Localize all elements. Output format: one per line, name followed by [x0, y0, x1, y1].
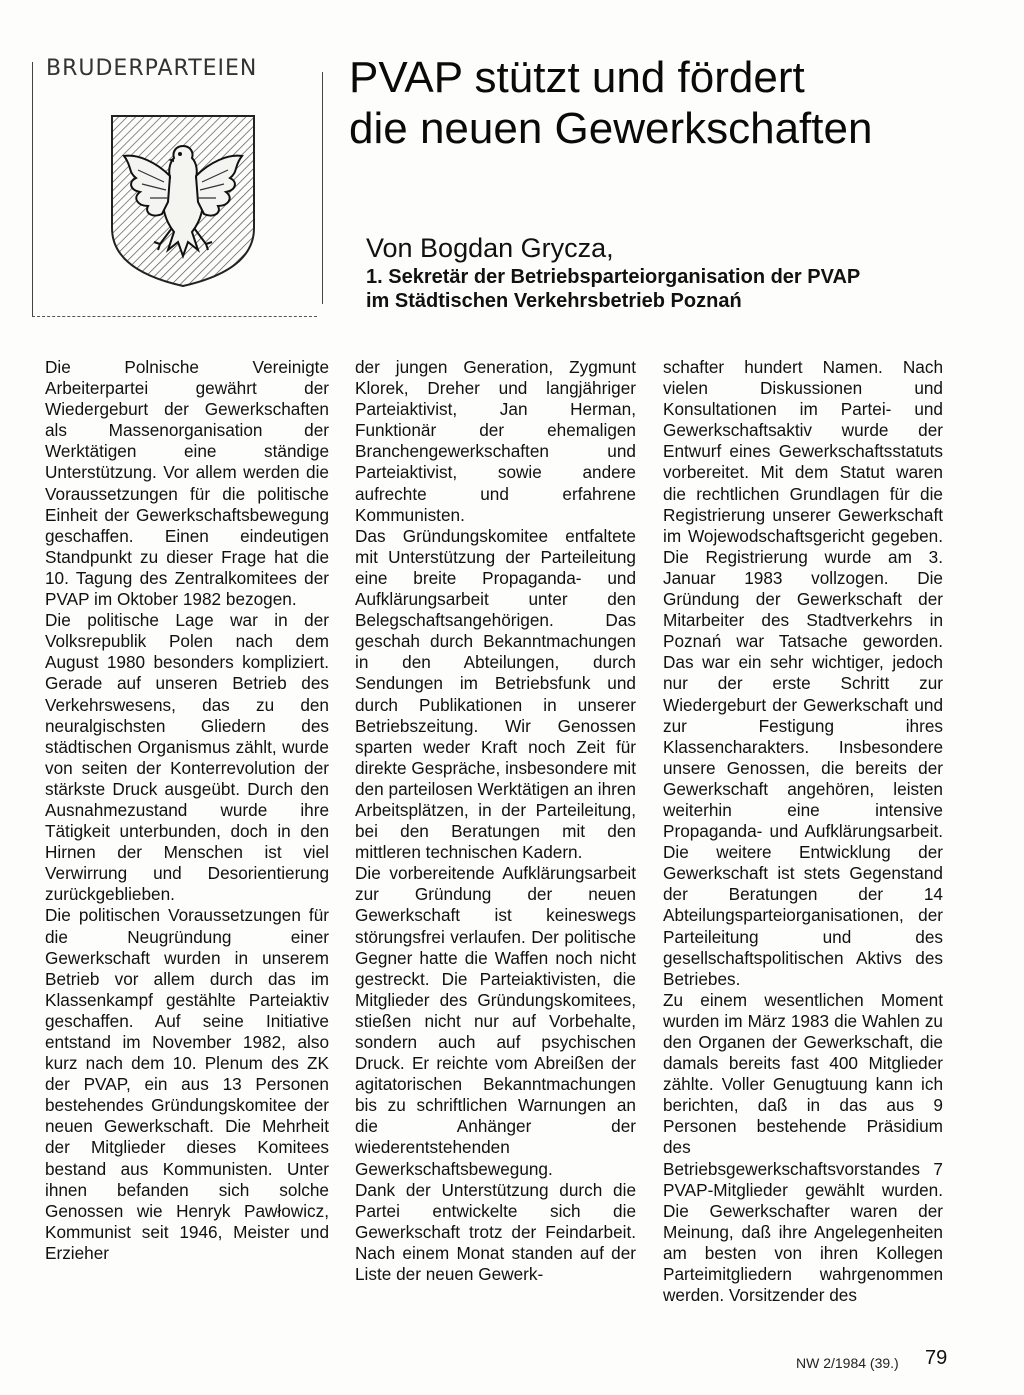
paragraph: Die vorbereitende Aufklärungsarbeit zur Gründung der neuen Gewerkschaft ist keineswegs störungsfrei verlaufen. Der politische Gegner hatte die Waffen noch nicht gestreckt. Die Parteiaktivisten, die Mitglieder des Gründungskomitees, stießen nicht nur auf Vorbehalte, sondern auch auf psychischen Druck. Er reichte vom Abreißen der agitatorischen Bekanntmachungen bis zu schriftlichen Warnungen an die Anhänger der wiederentstehenden Gewerkschaftsbewegung.	[355, 863, 636, 1179]
headline-line-2: die neuen Gewerkschaften	[349, 104, 873, 153]
article-column-1	[45, 357, 329, 1264]
paragraph: Die Polnische Vereinigte Arbeiterpartei gewährt der Wiedergeburt der Gewerkschaften als Massenorganisation der Werktätigen eine ständige Unterstützung. Vor allem werden die Voraussetzungen für die politische Einheit der Gewerkschaftsbewegung geschaffen. Einen eindeutigen Standpunkt zu dieser Frage hat die 10. Tagung des Zentralkomitees der PVAP im Oktober 1982 bezogen.	[45, 357, 329, 610]
paragraph: Zu einem wesentlichen Moment wurden im März 1983 die Wahlen zu den Organen der Gewerkschaft, die damals bereits fast 400 Mitglieder zählte. Voller Genugtuung kann ich berichten, daß in das aus 9 Personen bestehende Präsidium des Betriebsgewerkschaftsvorstandes 7 PVAP-Mitglieder gewählt wurden. Die Gewerkschafter waren der Meinung, daß ihre Angelegenheiten am besten von ihren Kollegen Parteimitgliedern wahrgenommen werden. Vorsitzender des	[663, 989, 943, 1306]
author-role-line-2: im Städtischen Verkehrsbetrieb Poznań	[366, 290, 742, 312]
byline	[366, 231, 1006, 313]
paragraph: der jungen Generation, Zygmunt Klorek, Dreher und langjähriger Parteiaktivist, Jan Herman, Funktionär der ehemaligen Branchengewerkschaften und Parteiaktivist, sowie andere aufrechte und erfahrene Kommunisten.	[355, 357, 636, 525]
paragraph: Die politische Lage war in der Volksrepublik Polen nach dem August 1980 besonders kompliziert. Gerade auf unseren Betrieb des Verkehrswesens, das zu den neuralgischsten Gliedern des städtischen Organismus zählt, wurde von seiten der Konterrevolution der stärkste Druck ausgeübt. Durch den Ausnahmezustand wurde ihre Tätigkeit unterbunden, doch in den Hirnen der Menschen ist viel Verwirrung und Desorientierung zurückgeblieben.	[45, 610, 329, 905]
author-name: Von Bogdan Grycza,	[366, 233, 614, 263]
article-column-3	[663, 357, 943, 1306]
issue-reference: NW 2/1984 (39.)	[796, 1355, 899, 1371]
paragraph: Dank der Unterstützung durch die Partei entwickelte sich die Gewerkschaft trotz der Feindarbeit. Nach einem Monat standen auf der Liste der neuen Gewerk-	[355, 1179, 636, 1285]
paragraph: Die politischen Voraussetzungen für die Neugründung einer Gewerkschaft wurden in unserem Betrieb vor allem durch das im Klassenkampf gestählte Parteiaktiv geschaffen. Auf seine Initiative entstand im November 1982, also kurz nach dem 10. Plenum des ZK der PVAP, ein aus 13 Personen bestehendes Gründungskomitee der neuen Gewerkschaft. Die Mehrheit der Mitglieder dieses Komitees bestand aus Kommunisten. Unter ihnen befanden sich solche Genossen wie Henryk Pawłowicz, Kommunist seit 1946, Meister und Erzieher	[45, 905, 329, 1263]
author-role-line-1: 1. Sekretär der Betriebsparteiorganisation der PVAP	[366, 266, 861, 288]
headline-line-1: PVAP stützt und fördert	[349, 53, 805, 102]
section-label: BRUDERPARTEIEN	[40, 56, 263, 81]
polish-eagle-emblem-icon	[108, 110, 258, 290]
paragraph: schafter hundert Namen. Nach vielen Diskussionen und Konsultationen im Partei- und Gewerkschaftsaktiv wurde der Entwurf eines Gewerkschaftsstatuts vorbereitet. Mit dem Statut waren die rechtlichen Grundlagen für die Registrierung unserer Gewerkschaft im Wojewodschaftsgericht gegeben. Die Registrierung wurde am 3. Januar 1983 vollzogen. Die Gründung der Gewerkschaft der Mitarbeiter des Stadtverkehrs in Poznań war Tatsache geworden. Das war ein sehr wichtiger, jedoch nur der erste Schritt zur Wiedergeburt der Gewerkschaft und zur Festigung ihres Klassencharakters. Insbesondere unsere Genossen, die bereits der Gewerkschaft angehören, leisten weiterhin eine intensive Propaganda- und Aufklärungsarbeit. Die weitere Entwicklung der Gewerkschaft ist stets Gegenstand der Beratungen der 14 Abteilungsparteiorganisationen, der Parteileitung und des gesellschaftspolitischen Aktivs des Betriebes.	[663, 357, 943, 989]
page-number: 79	[925, 1347, 948, 1369]
headline	[349, 52, 989, 154]
article-column-2	[355, 357, 636, 1285]
paragraph: Das Gründungskomitee entfaltete mit Unterstützung der Parteileitung eine breite Propaganda- und Aufklärungsarbeit unter den Belegschaftsangehörigen. Das geschah durch Bekanntmachungen in den Abteilungen, durch Sendungen im Betriebsfunk und durch Publikationen in unserer Betriebszeitung. Wir Genossen sparten weder Kraft noch Zeit für direkte Gespräche, insbesondere mit den parteilosen Werktätigen an ihren Arbeitsplätzen, in der Parteileitung, bei den Beratungen mit den mittleren technischen Kadern.	[355, 525, 636, 863]
